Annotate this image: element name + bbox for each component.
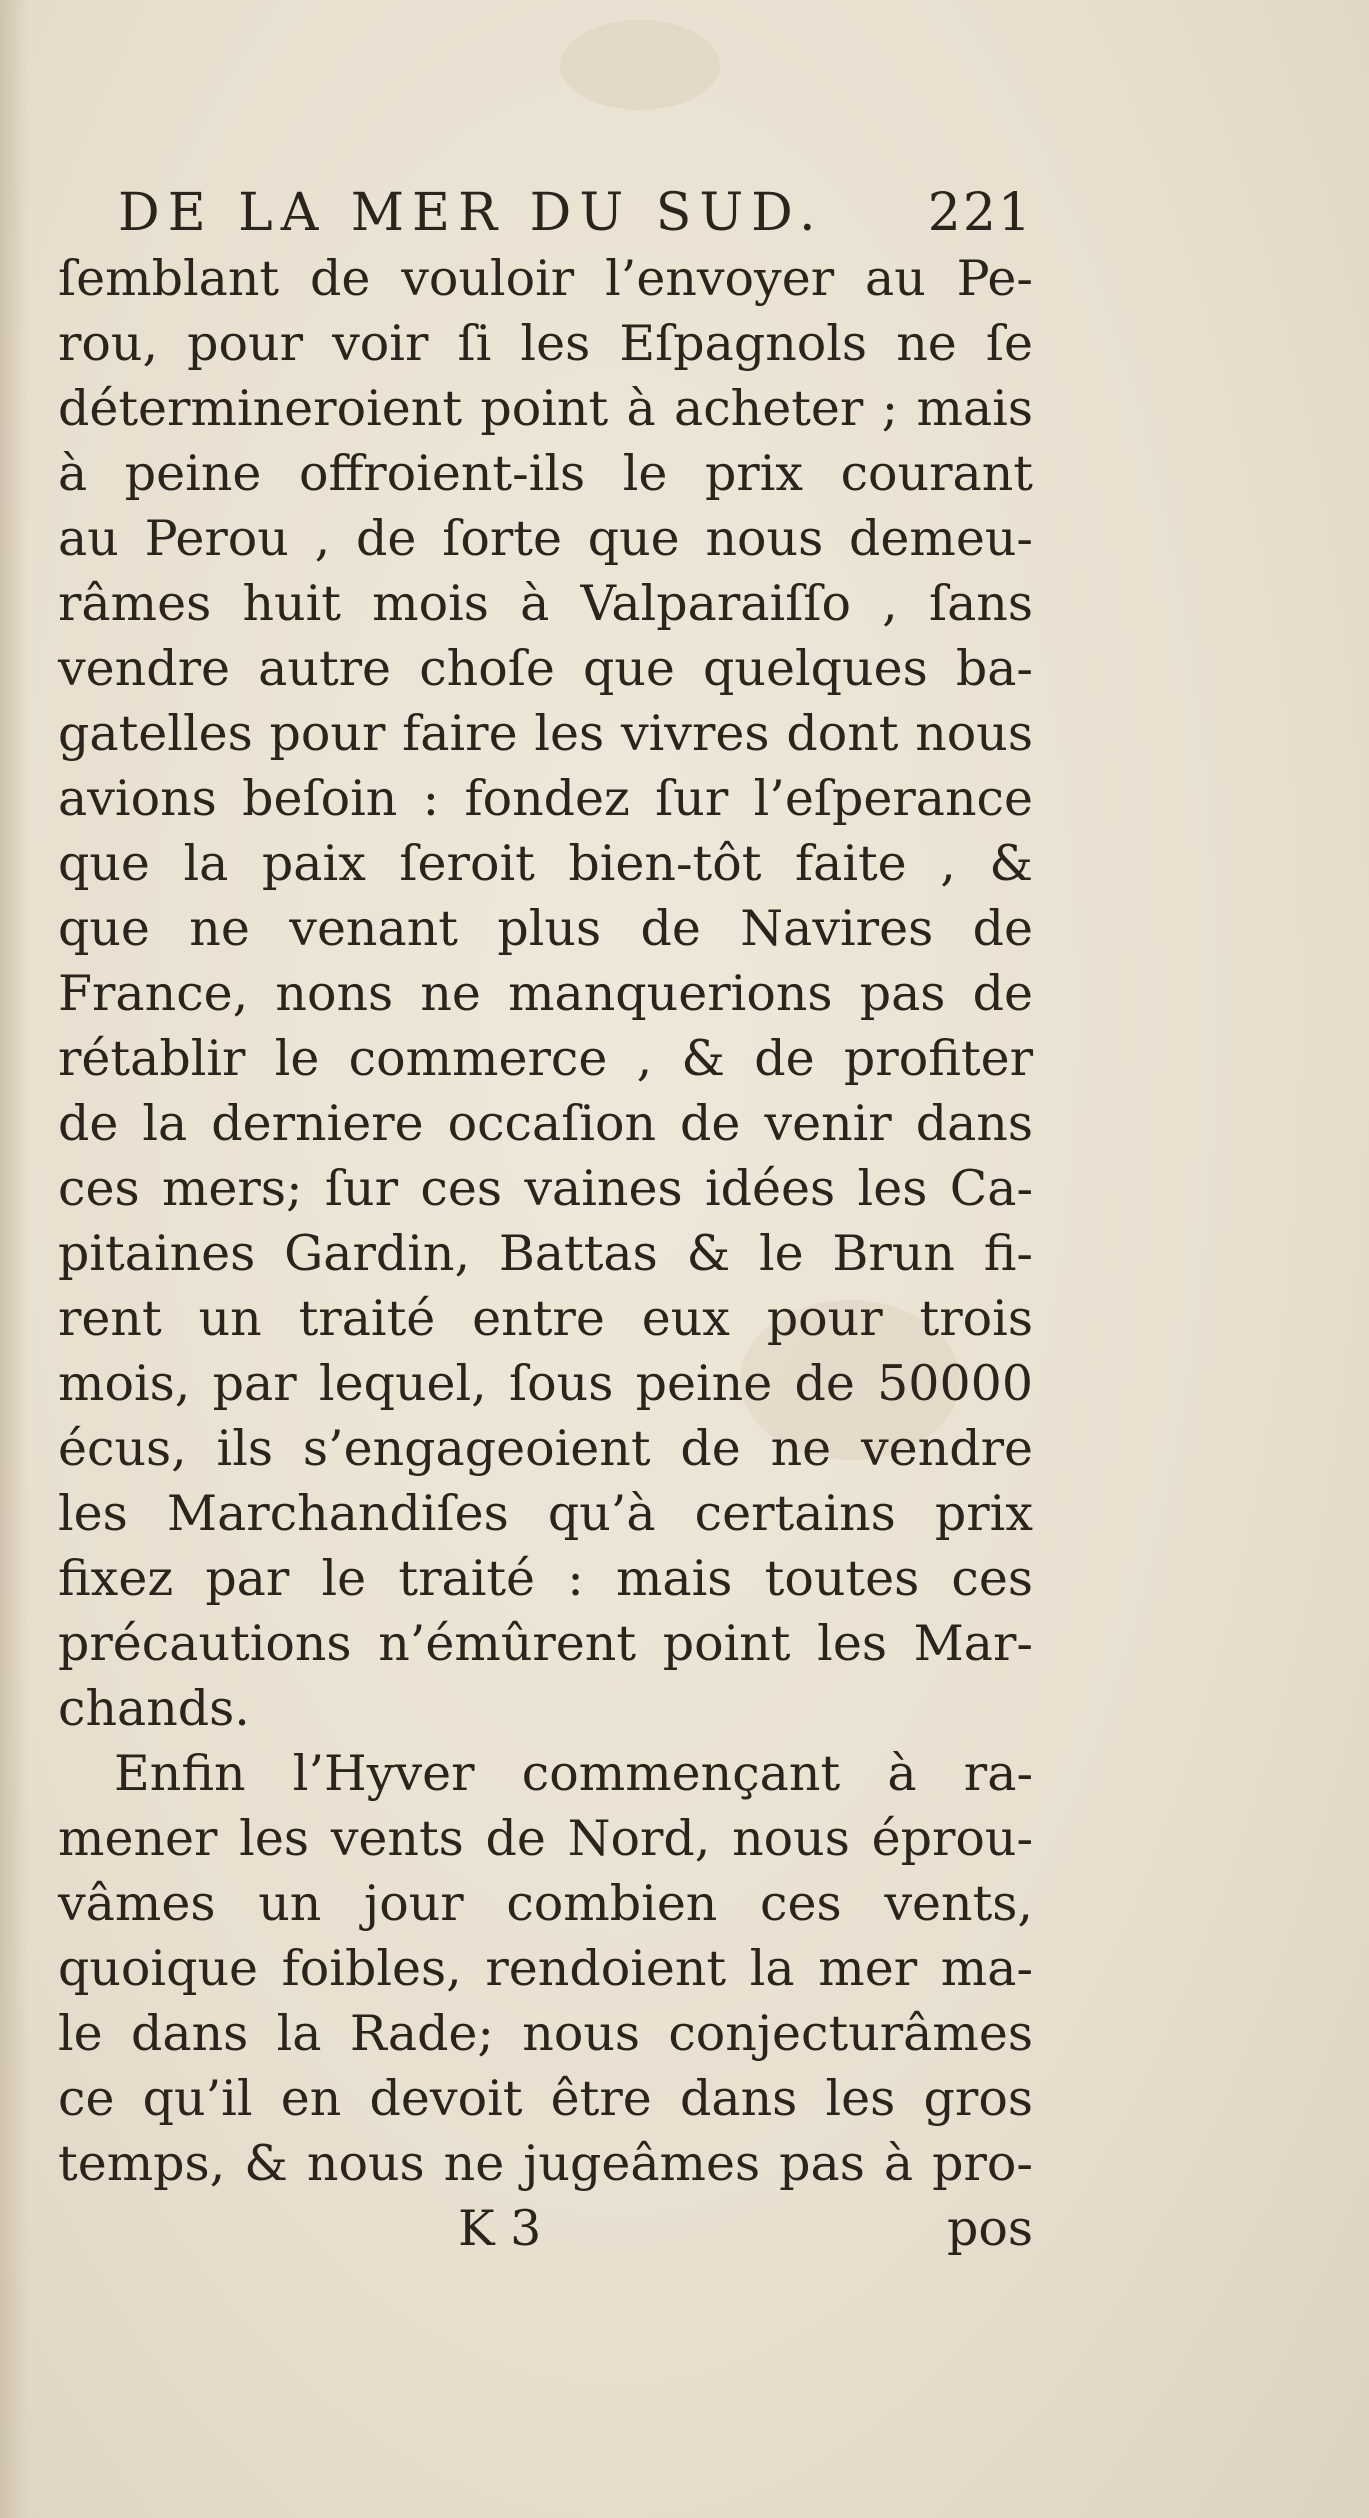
text-line: le dans la Rade; nous conjecturâmes (58, 2005, 1033, 2062)
text-line: ces mers; ſur ces vaines idées les Ca- (58, 1160, 1033, 1217)
text-line: râmes huit mois à Valparaiſſo , ſans (58, 575, 1033, 632)
text-line: de la derniere occaſion de venir dans (58, 1095, 1033, 1152)
text-line: précautions n’émûrent point les Mar- (58, 1615, 1033, 1672)
text-line: ce qu’il en devoit être dans les gros (58, 2070, 1033, 2127)
catchword: pos (946, 2200, 1033, 2257)
text-line: chands. (58, 1680, 250, 1737)
text-line: au Perou , de ſorte que nous demeu- (58, 510, 1033, 567)
signature-mark: K 3 (458, 2200, 542, 2257)
text-line: rétablir le commerce , & de profiter (58, 1030, 1033, 1087)
text-line: rou, pour voir ſi les Eſpagnols ne ſe (58, 315, 1033, 372)
text-line: que la paix ſeroit bien-tôt faite , & (58, 835, 1033, 892)
body-text (58, 246, 1033, 2196)
page-footer (58, 2196, 1033, 2261)
page-text-block (58, 180, 1033, 2261)
text-line: rent un traité entre eux pour trois (58, 1290, 1033, 1347)
text-line: mois, par lequel, ſous peine de 50000 (58, 1355, 1033, 1412)
text-line: les Marchandiſes qu’à certains prix (58, 1485, 1033, 1542)
text-line: gatelles pour faire les vivres dont nous (58, 705, 1033, 762)
text-line: Enfin l’Hyver commençant à ra- (114, 1745, 1033, 1802)
text-line: France, nons ne manquerions pas de (58, 965, 1033, 1022)
text-line: mener les vents de Nord, nous éprou- (58, 1810, 1033, 1867)
text-line: avions beſoin : fondez ſur l’eſperance (58, 770, 1033, 827)
running-head-title: DE LA MER DU SUD. (118, 183, 824, 243)
text-line: quoique foibles, rendoient la mer ma- (58, 1940, 1033, 1997)
paper-stain (560, 20, 720, 110)
text-line: vendre autre choſe que quelques ba- (58, 640, 1033, 697)
text-line: fixez par le traité : mais toutes ces (58, 1550, 1033, 1607)
running-head (118, 180, 1033, 246)
text-line: écus, ils s’engageoient de ne vendre (58, 1420, 1033, 1477)
text-line: que ne venant plus de Navires de (58, 900, 1033, 957)
page-edge-shadow (0, 0, 28, 2518)
text-line: pitaines Gardin, Battas & le Brun fi- (58, 1225, 1033, 1282)
text-line: temps, & nous ne jugeâmes pas à pro- (58, 2135, 1033, 2192)
text-line: à peine offroient-ils le prix courant (58, 445, 1033, 502)
text-line: ſemblant de vouloir l’envoyer au Pe- (58, 250, 1033, 307)
text-line: vâmes un jour combien ces vents, (58, 1875, 1033, 1932)
page-number: 221 (927, 183, 1033, 243)
text-line: détermineroient point à acheter ; mais (58, 380, 1033, 437)
